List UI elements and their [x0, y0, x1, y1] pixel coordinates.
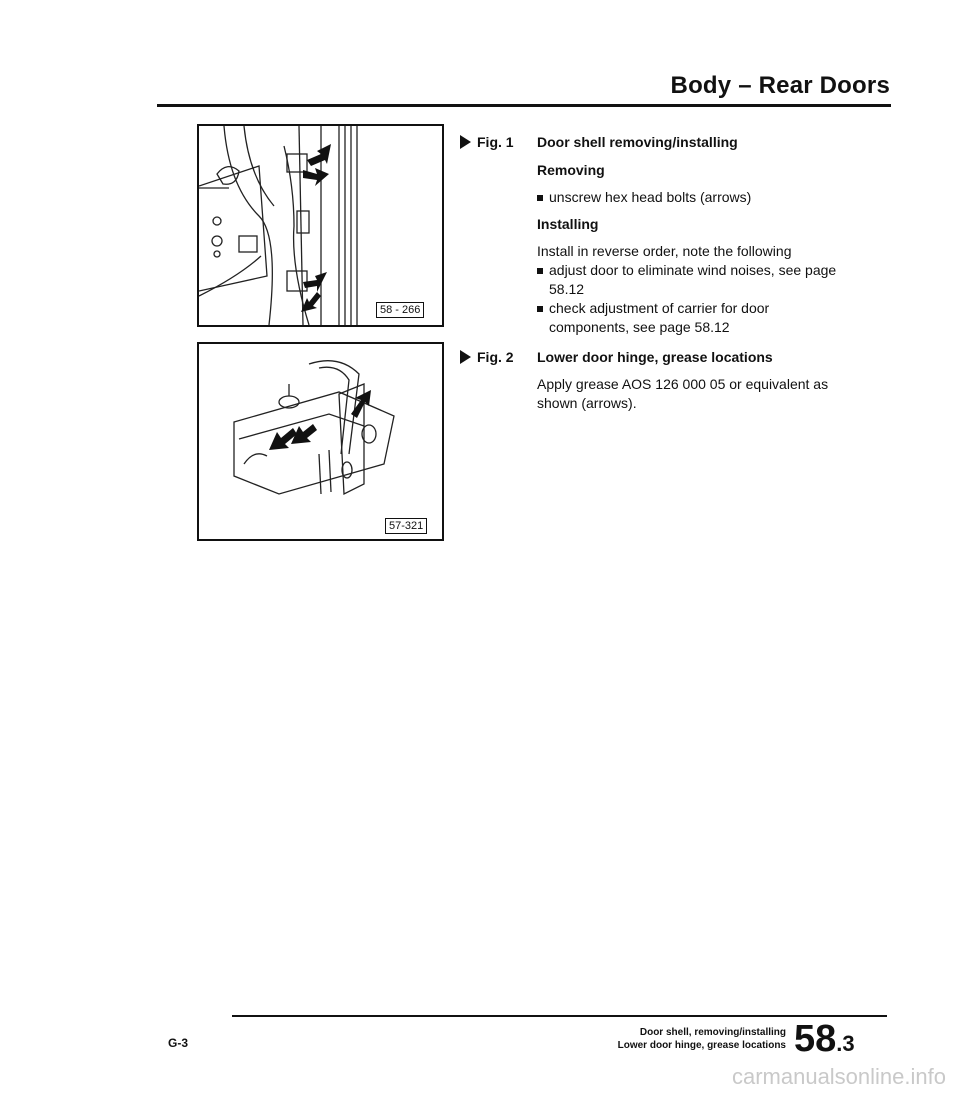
figure-2-illustration — [197, 342, 444, 541]
figure-2-heading: Lower door hinge, grease locations — [537, 349, 773, 365]
page-code: G-3 — [168, 1036, 189, 1050]
page-title: Body – Rear Doors — [670, 72, 890, 99]
list-item — [537, 261, 837, 299]
removing-heading: Removing — [537, 162, 605, 178]
installing-step-2: check adjustment of carrier for door components, see page 58.12 — [549, 300, 770, 335]
figure-1-marker-label: Fig. 1 — [477, 134, 514, 150]
figure-2-body: Apply grease AOS 126 000 05 or equivalent as shown (arrows). — [537, 376, 829, 411]
footer-rule — [232, 1015, 887, 1017]
footer-section-titles — [560, 1026, 786, 1052]
figure-2-ref-label: 57-321 — [385, 518, 427, 534]
list-item — [537, 299, 837, 337]
removing-step-1: unscrew hex head bolts (arrows) — [549, 189, 752, 205]
figure-1-illustration — [197, 124, 444, 327]
list-item — [537, 188, 837, 207]
bullet-icon — [537, 268, 543, 274]
figure-2-text — [537, 348, 837, 413]
triangle-pointer-icon — [460, 350, 471, 364]
page-number-main: 58 — [794, 1018, 837, 1060]
page-number-sub: .3 — [836, 1031, 855, 1056]
triangle-pointer-icon — [460, 135, 471, 149]
bullet-icon — [537, 195, 543, 201]
bullet-icon — [537, 306, 543, 312]
figure-1-ref-label: 58 - 266 — [376, 302, 424, 318]
figure-1-text — [537, 133, 837, 337]
figure-1-marker — [460, 134, 514, 150]
footer-line-1: Door shell, removing/installing — [639, 1027, 786, 1038]
figure-2-marker — [460, 349, 514, 365]
installing-step-1: adjust door to eliminate wind noises, see page 58.12 — [549, 262, 837, 297]
footer-line-2: Lower door hinge, grease locations — [617, 1040, 786, 1051]
installing-heading: Installing — [537, 216, 599, 232]
figure-1-heading: Door shell removing/installing — [537, 134, 738, 150]
figure-2-marker-label: Fig. 2 — [477, 349, 514, 365]
page-number — [794, 1018, 855, 1061]
watermark: carmanualsonline.info — [731, 1064, 946, 1089]
hinge-drawing — [199, 344, 442, 539]
header-rule — [157, 104, 891, 107]
installing-intro: Install in reverse order, note the following — [537, 243, 792, 259]
door-shell-drawing — [199, 126, 442, 325]
